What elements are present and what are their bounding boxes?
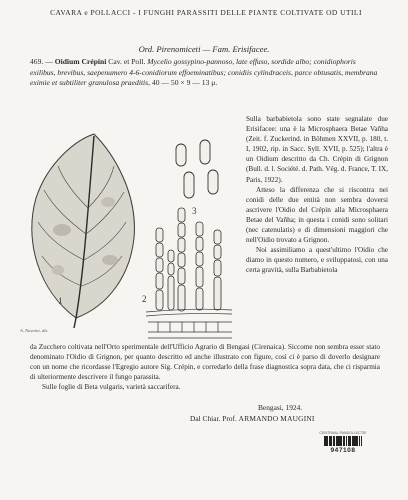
place-date: Bengasi, 1924. (258, 403, 303, 412)
species-authority: Cav. et Poll. (108, 57, 146, 66)
right-paragraph-2: Atteso la differenza che si riscontra nei conidi delle due entità non sembra doversi ascrivere l'Oidio del Crépin alla Microsphaera Betae del Vañha; in questa i conidi sono solitari (nec catenulatis) e di dimensioni maggiori che nell'Oidio trovato a Grignon. (246, 185, 388, 245)
right-paragraph-3: Noi assimiliamo a quest'ultimo l'Oidio che diamo in questo numero, e sviluppatosi, con una certa gravità, sulla Barbabietola (246, 246, 388, 275)
hyphae-substrate-drawing (146, 309, 232, 338)
figure-label-2: 2 (142, 294, 147, 304)
collector-line (190, 414, 315, 423)
body-paragraph-2: Sulle foglie di Beta vulgaris, varietà saccarifera. (42, 383, 181, 392)
figure-label-3: 3 (192, 206, 197, 216)
order-line: Ord. Pirenomiceti — Fam. Erisifacee. (138, 44, 270, 54)
species-diagnosis: Mycelio gossypino-pannoso, late effuso, sordide albo; conidiophoris exilibus, brevibus, saepenumero 4-6-conidiorum effoeminatibus; conidiis cylindraceis, parce obtusatis, membrana eximie et subtiliter granulosa praeditis, (30, 57, 378, 88)
collector-name: ARMANDO MAUGINI (238, 414, 315, 423)
right-column-text (246, 114, 388, 276)
herbarium-barcode-label (318, 431, 368, 454)
running-header: CAVARA e POLLACCI - I FUNGHI PARASSITI DELLE PIANTE COLTIVATE OD UTILI (50, 8, 362, 17)
figure-credit: A. Navoini, dis. (20, 328, 49, 333)
figure-label-1: 1 (58, 296, 63, 306)
species-name: Oidium Crépini (54, 57, 107, 66)
species-measure: 40 — 50 × 9 — 13 μ. (151, 78, 218, 88)
body-paragraph-1: da Zucchero coltivata nell'Orto sperimentale dell'Ufficio Agrario di Bengasi (Cirenaica). Siccome non sembra esser stato denominato l'Oidio di Grignon, per quanto descritto ed anche illustrato con figure, così ci è parso di doverlo designare con un nome che ricordasse l'Egregio autore Sig. Crépin, e corredarlo della frase diagnostica sopra data, che ci risparmia di ulteriormente descrivere il fungo parassita. (30, 343, 380, 382)
barcode-icon (318, 436, 368, 446)
collector-prefix: Dal Chiar. Prof. (190, 414, 237, 423)
beet-leaf-drawing (32, 134, 135, 328)
barcode-institution: CENTRAAL PANDOLLECTIE (319, 431, 367, 435)
conidiophore-chains-drawing (156, 208, 221, 311)
full-width-text (30, 342, 380, 392)
species-entry (30, 57, 378, 89)
illustration-plate (18, 110, 248, 342)
species-number: 469. — (30, 57, 53, 66)
barcode-number: 947108 (330, 447, 356, 454)
right-paragraph-1: Sulla barbabietola sono state segnalate due Erisifacee: una è la Microsphaera Betae Vañha (Zeit. f. Zuckerind. in Böhmen XXVII, p. 180, t. I, 1902, rip. in Sacc. Syll. XVII, p. 525); l'altra è un Oidium descritto da Ch. Crépin di Grignon (Bull. d. l. Société. d. Path. Vég. d. France, T. IX, Paris, 1922). (246, 115, 388, 184)
conidia-drawing (176, 140, 218, 198)
